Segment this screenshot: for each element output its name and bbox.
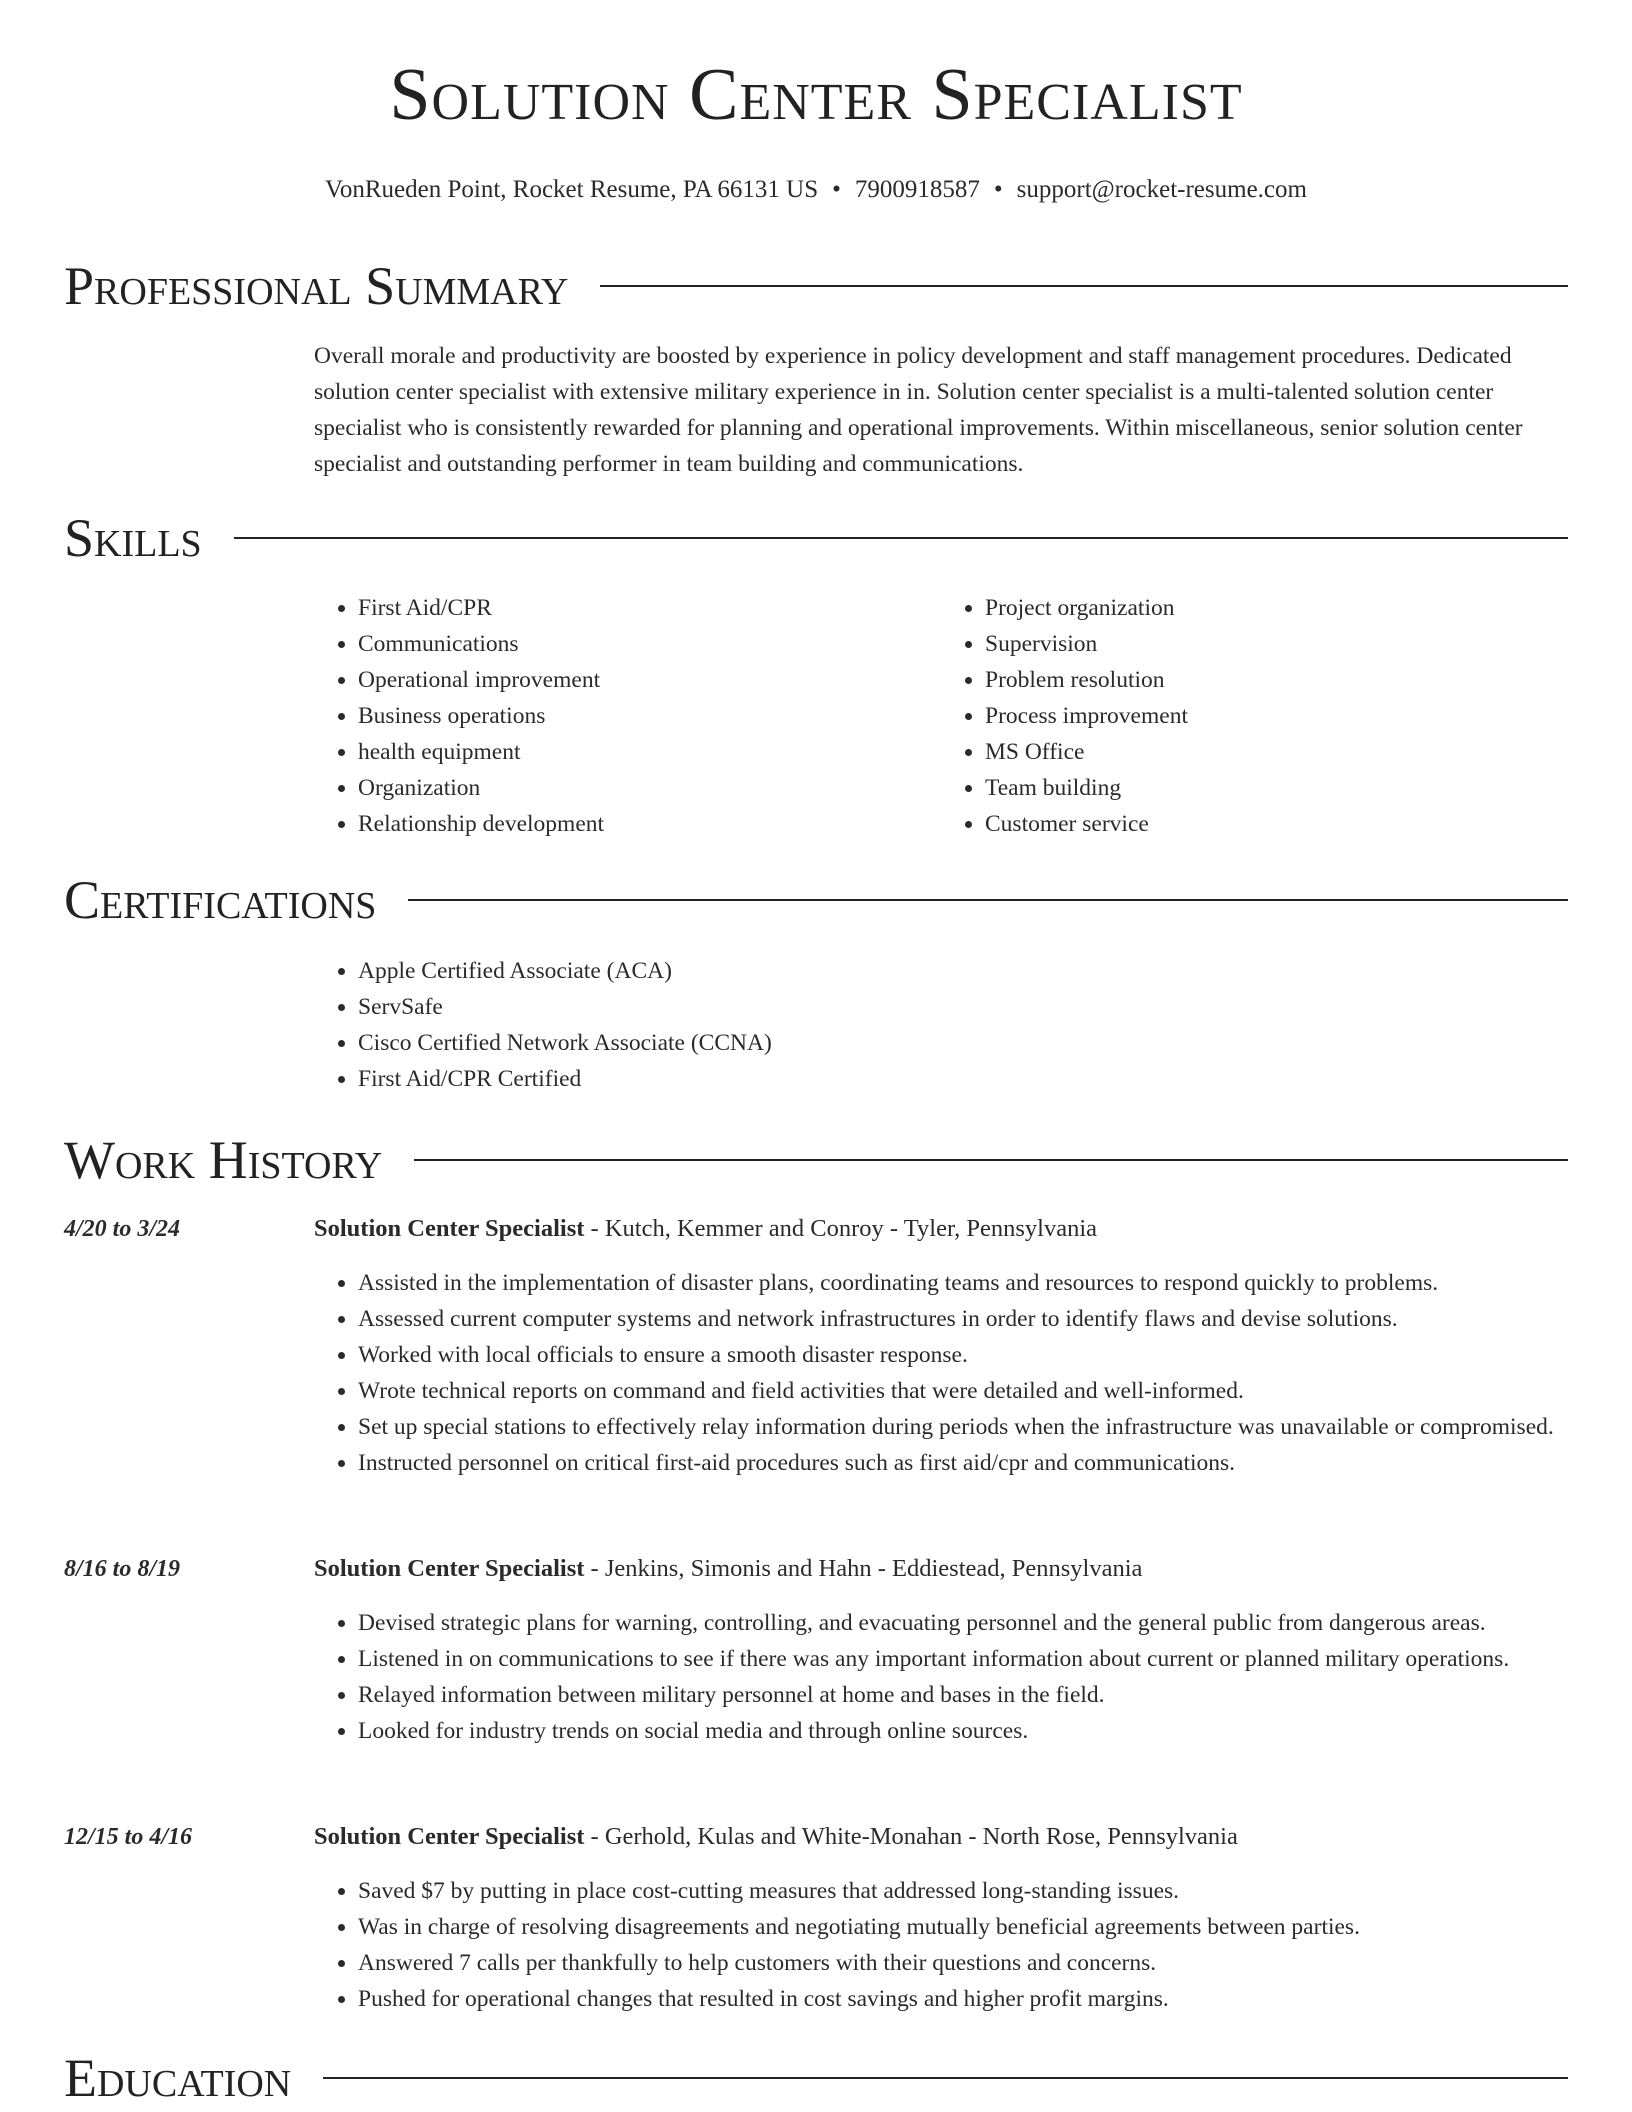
job-employer: - Jenkins, Simonis and Hahn - Eddiestead, Pennsylvania [584, 1555, 1143, 1582]
skill-item: • Supervision [985, 626, 1568, 662]
section-title-summary: Professional Summary [64, 256, 569, 316]
section-header-education [64, 2048, 1568, 2108]
skill-item: • Customer service [985, 806, 1568, 842]
skill-item: • health equipment [358, 734, 941, 770]
job-bullets [314, 1873, 1568, 2017]
skill-item: • Problem resolution [985, 662, 1568, 698]
certification-item: • Cisco Certified Network Associate (CCNA) [358, 1025, 1568, 1061]
job-dates: 8/16 to 8/19 [64, 1556, 181, 1582]
job-employer: - Gerhold, Kulas and White-Monahan - North Rose, Pennsylvania [584, 1823, 1238, 1850]
skill-item: • Team building [985, 770, 1568, 806]
job-bullet: • Relayed information between military personnel at home and bases in the field. [358, 1677, 1568, 1713]
summary-text: Overall morale and productivity are boosted by experience in policy development and staff management procedures. Dedicated solution center specialist with extensive military experience in in. Solution center specialist is a multi-talented solution center specialist who is consistently rewarded for planning and operational improvements. Within miscellaneous, senior solution center specialist and outstanding performer in team building and communications. [314, 343, 1523, 477]
job-bullet: • Instructed personnel on critical first-aid procedures such as first aid/cpr and communications. [358, 1445, 1568, 1481]
job-bullet: • Wrote technical reports on command and field activities that were detailed and well-informed. [358, 1373, 1568, 1409]
section-divider [408, 899, 1568, 901]
job-dates: 4/20 to 3/24 [64, 1216, 181, 1242]
job-bullets [314, 1265, 1568, 1481]
section-header-work-history [64, 1130, 1568, 1190]
section-divider [234, 537, 1568, 539]
skill-item: • Process improvement [985, 698, 1568, 734]
job-bullet: • Listened in on communications to see if there was any important information about current or planned military operations. [358, 1641, 1568, 1677]
certifications-list [314, 953, 1568, 1097]
job-bullet: • Assisted in the implementation of disaster plans, coordinating teams and resources to respond quickly to problems. [358, 1265, 1568, 1301]
skill-item: • Business operations [358, 698, 941, 734]
certification-item: • ServSafe [358, 989, 1568, 1025]
contact-separator: • [832, 176, 841, 203]
candidate-name: Solution Center Specialist [389, 54, 1243, 136]
job-employer: - Kutch, Kemmer and Conroy - Tyler, Pennsylvania [584, 1215, 1098, 1242]
job-heading [314, 1819, 1238, 1855]
section-header-summary [64, 256, 1568, 316]
section-title-education: Education [64, 2048, 292, 2108]
skill-item: • Organization [358, 770, 941, 806]
section-divider [323, 2077, 1568, 2079]
skill-item: • MS Office [985, 734, 1568, 770]
contact-address: VonRueden Point, Rocket Resume, PA 66131 US [325, 176, 819, 203]
skill-item: • Relationship development [358, 806, 941, 842]
job-heading [314, 1211, 1097, 1247]
skill-item: • First Aid/CPR [358, 590, 941, 626]
section-header-skills [64, 508, 1568, 568]
job-title: Solution Center Specialist [314, 1215, 585, 1242]
certification-item: • First Aid/CPR Certified [358, 1061, 1568, 1097]
job-bullet: • Set up special stations to effectively relay information during periods when the infrastructure was unavailable or compromised. [358, 1409, 1568, 1445]
certification-item: • Apple Certified Associate (ACA) [358, 953, 1568, 989]
job-bullet: • Answered 7 calls per thankfully to help customers with their questions and concerns. [358, 1945, 1568, 1981]
job-title: Solution Center Specialist [314, 1823, 585, 1850]
section-divider [414, 1159, 1568, 1161]
job-heading [314, 1551, 1142, 1587]
job-bullet: • Assessed current computer systems and network infrastructures in order to identify flaws and devise solutions. [358, 1301, 1568, 1337]
job-bullet: • Devised strategic plans for warning, controlling, and evacuating personnel and the general public from dangerous areas. [358, 1605, 1568, 1641]
job-bullet: • Pushed for operational changes that resulted in cost savings and higher profit margins. [358, 1981, 1568, 2017]
job-bullet: • Worked with local officials to ensure a smooth disaster response. [358, 1337, 1568, 1373]
skills-column-left [314, 590, 941, 842]
skill-item: • Project organization [985, 590, 1568, 626]
section-title-skills: Skills [64, 508, 202, 568]
contact-email[interactable]: support@rocket-resume.com [1016, 176, 1307, 203]
section-title-certifications: Certifications [64, 870, 377, 930]
job-dates: 12/15 to 4/16 [64, 1824, 193, 1850]
contact-separator: • [993, 176, 1003, 203]
skills-column-right [941, 590, 1568, 842]
job-title: Solution Center Specialist [314, 1555, 585, 1582]
section-title-work-history: Work History [64, 1130, 383, 1190]
job-bullet: • Looked for industry trends on social media and through online sources. [358, 1713, 1568, 1749]
job-bullets [314, 1605, 1568, 1749]
skill-item: • Communications [358, 626, 941, 662]
section-header-certifications [64, 870, 1568, 930]
job-bullet: • Saved $7 by putting in place cost-cutting measures that addressed long-standing issues. [358, 1873, 1568, 1909]
section-divider [600, 285, 1568, 287]
skill-item: • Operational improvement [358, 662, 941, 698]
job-bullet: • Was in charge of resolving disagreements and negotiating mutually beneficial agreements between parties. [358, 1909, 1568, 1945]
skills-list [314, 590, 1568, 842]
contact-line [0, 176, 1632, 204]
contact-phone: 7900918587 [854, 176, 980, 203]
